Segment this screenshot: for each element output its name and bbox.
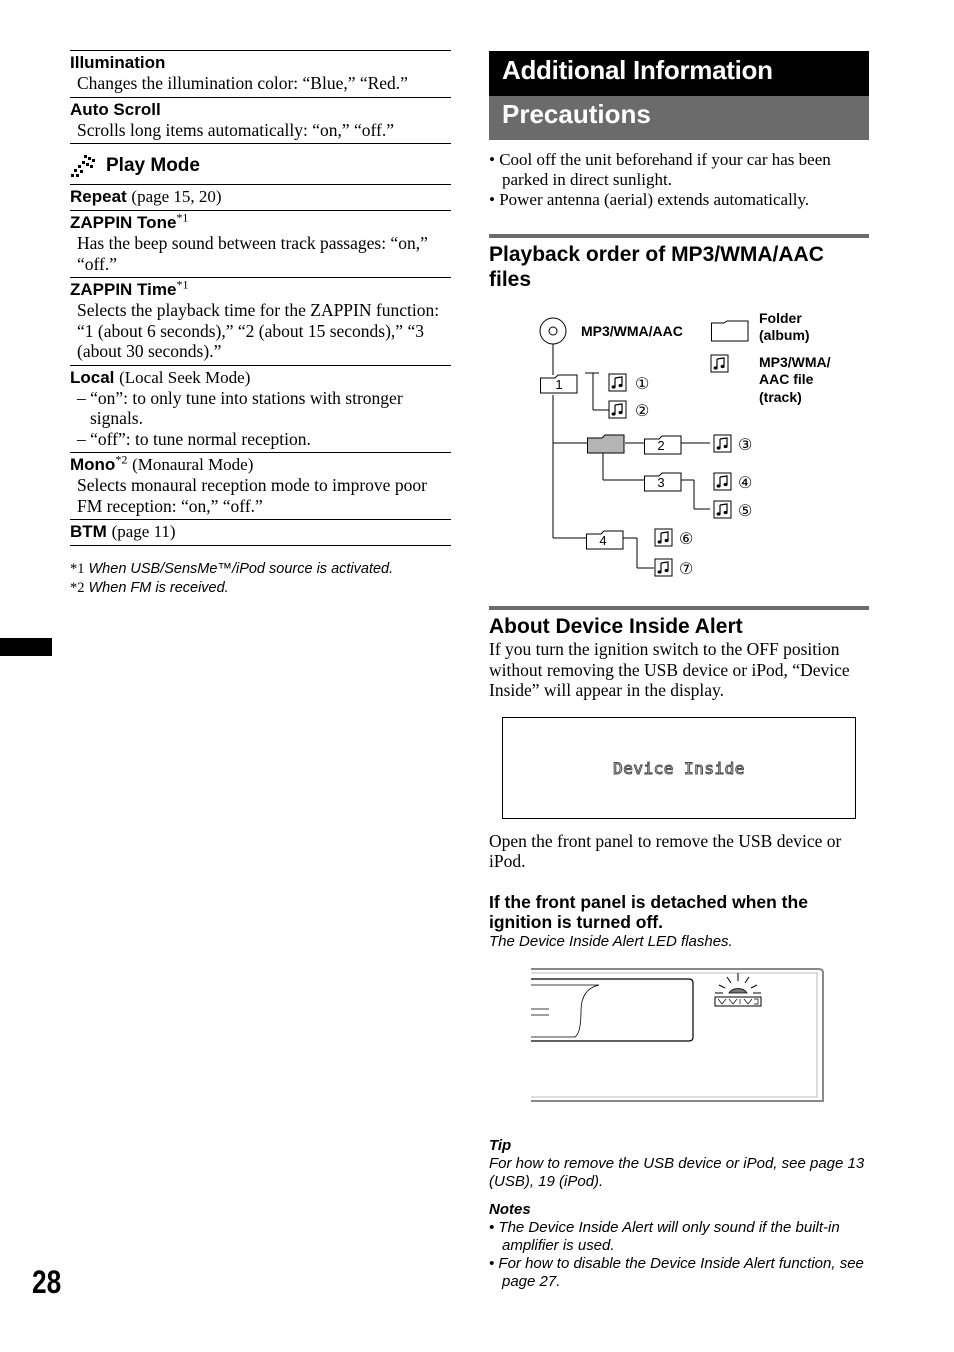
track-number: ⑦ bbox=[679, 561, 694, 578]
display-text: Device Inside bbox=[613, 758, 745, 778]
page-number: 28 bbox=[32, 1264, 62, 1300]
left-column bbox=[70, 50, 451, 597]
track-number: ⑤ bbox=[738, 503, 753, 520]
legend-file-icon bbox=[711, 355, 728, 372]
disc-label: MP3/WMA/AAC bbox=[581, 323, 683, 339]
music-file-icon bbox=[655, 559, 672, 576]
entry-extra: (Monaural Mode) bbox=[132, 455, 254, 474]
music-file-icon bbox=[714, 473, 731, 490]
cd-icon bbox=[540, 318, 566, 344]
notes-label: Notes bbox=[489, 1200, 531, 1218]
legend-file-label: AAC file bbox=[759, 371, 814, 387]
legend-folder-icon bbox=[712, 321, 749, 341]
alert-intro: If you turn the ignition switch to the OFF position without removing the USB device or iPod, “Device Inside” will appear in the display. bbox=[489, 639, 850, 700]
entry-term: Local bbox=[70, 367, 115, 387]
right-column bbox=[489, 51, 869, 1291]
list-item: • Cool off the unit beforehand if your car has been parked in direct sunlight. bbox=[489, 150, 831, 189]
music-file-icon bbox=[714, 501, 731, 518]
legend-file-label: MP3/WMA/ bbox=[759, 354, 831, 370]
menu-entry-mono bbox=[70, 452, 451, 519]
footnote-text: When USB/SensMe™/iPod source is activated. bbox=[88, 561, 394, 577]
tip-text: For how to remove the USB device or iPod, see page 13 (USB), 19 (iPod). bbox=[489, 1154, 865, 1190]
entry-term: BTM bbox=[70, 522, 107, 541]
alert-after-text: Open the front panel to remove the USB device or iPod. bbox=[489, 830, 842, 871]
legend-folder-label: Folder bbox=[759, 310, 802, 326]
track-number: ⑥ bbox=[679, 531, 694, 548]
footnote-mark: *1 bbox=[176, 210, 189, 225]
footnote bbox=[70, 560, 451, 579]
menu-entry-zappin-tone bbox=[70, 210, 451, 277]
footnote-mark: *1 bbox=[176, 277, 189, 292]
entry-term: Repeat bbox=[70, 187, 127, 206]
entry-term: ZAPPIN Tone bbox=[70, 213, 177, 232]
detached-heading: If the front panel is detached when the ignition is turned off. bbox=[489, 891, 808, 932]
folder-label: 1 bbox=[555, 377, 563, 392]
entry-desc: Changes the illumination color: “Blue,” “Red.” bbox=[77, 73, 408, 93]
folder-label: 3 bbox=[657, 475, 665, 490]
entry-desc: Selects the playback time for the ZAPPIN function: “1 (about 6 seconds),” “2 (about 15 seconds),” “3 (about 30 seconds).” bbox=[77, 300, 440, 361]
list-item: • Power antenna (aerial) extends automatically. bbox=[489, 190, 810, 209]
music-file-icon bbox=[609, 401, 626, 418]
track-number: ④ bbox=[738, 475, 753, 492]
footnote bbox=[70, 579, 451, 598]
footnote-mark: *2 bbox=[70, 579, 85, 596]
note-item: • The Device Inside Alert will only sound if the built-in amplifier is used. bbox=[489, 1218, 840, 1254]
option-item: – “off”: to tune normal reception. bbox=[77, 428, 311, 449]
notes-list bbox=[489, 1219, 869, 1291]
folder-label: 2 bbox=[657, 438, 665, 453]
entry-desc: Selects monaural reception mode to improve poor FM reception: “on,” “off.” bbox=[77, 475, 427, 516]
precautions-list bbox=[489, 150, 869, 210]
entry-term: Auto Scroll bbox=[70, 99, 161, 119]
subsection-title: Precautions bbox=[489, 96, 869, 140]
option-item: – “on”: to only tune into stations with stronger signals. bbox=[77, 387, 403, 428]
folder-label: 4 bbox=[599, 533, 607, 548]
section-title: Additional Information bbox=[489, 51, 869, 96]
footnote-mark: *2 bbox=[115, 452, 128, 467]
note-item: • For how to disable the Device Inside Alert function, see page 27. bbox=[489, 1254, 864, 1290]
play-mode-heading bbox=[70, 147, 451, 185]
entry-desc: Has the beep sound between track passages: “on,” “off.” bbox=[77, 233, 428, 274]
entry-term: ZAPPIN Time bbox=[70, 280, 177, 299]
led-flash-icon bbox=[715, 973, 761, 1006]
detached-text: The Device Inside Alert LED flashes. bbox=[489, 932, 733, 950]
music-note-icon bbox=[70, 153, 98, 179]
entry-term: Mono bbox=[70, 455, 116, 474]
footnote-mark: *1 bbox=[70, 561, 85, 577]
device-alert-title: About Device Inside Alert bbox=[489, 615, 743, 638]
entry-desc: Scrolls long items automatically: “on,” “off.” bbox=[77, 119, 395, 140]
menu-entry-illumination bbox=[70, 50, 451, 97]
device-inside-display bbox=[502, 717, 856, 819]
legend-file-label: (track) bbox=[759, 389, 802, 405]
section-side-tab bbox=[0, 638, 52, 656]
footnote-text: When FM is received. bbox=[88, 579, 229, 596]
play-mode-title: Play Mode bbox=[106, 154, 200, 176]
music-file-icon bbox=[714, 435, 731, 452]
menu-entry-local bbox=[70, 365, 451, 453]
music-file-icon bbox=[655, 529, 672, 546]
track-number: ③ bbox=[738, 437, 753, 454]
track-number: ① bbox=[635, 376, 650, 393]
footnotes bbox=[70, 560, 451, 597]
entry-extra: (Local Seek Mode) bbox=[119, 367, 251, 387]
menu-entry-auto-scroll bbox=[70, 97, 451, 145]
folder-icon-selected bbox=[588, 435, 625, 453]
menu-entry-zappin-time bbox=[70, 277, 451, 365]
entry-extra: (page 11) bbox=[111, 522, 176, 541]
entry-extra: (page 15, 20) bbox=[131, 187, 222, 206]
tip-label: Tip bbox=[489, 1136, 512, 1154]
menu-entry-btm bbox=[70, 519, 451, 546]
entry-term: Illumination bbox=[70, 53, 166, 72]
music-file-icon bbox=[609, 374, 626, 391]
playback-order-diagram bbox=[489, 298, 869, 588]
track-number: ② bbox=[635, 403, 650, 420]
front-panel-illustration bbox=[489, 967, 869, 1117]
menu-entry-repeat bbox=[70, 185, 451, 210]
playback-order-title: Playback order of MP3/WMA/AAC files bbox=[489, 243, 824, 291]
legend-folder-label: (album) bbox=[759, 327, 810, 343]
